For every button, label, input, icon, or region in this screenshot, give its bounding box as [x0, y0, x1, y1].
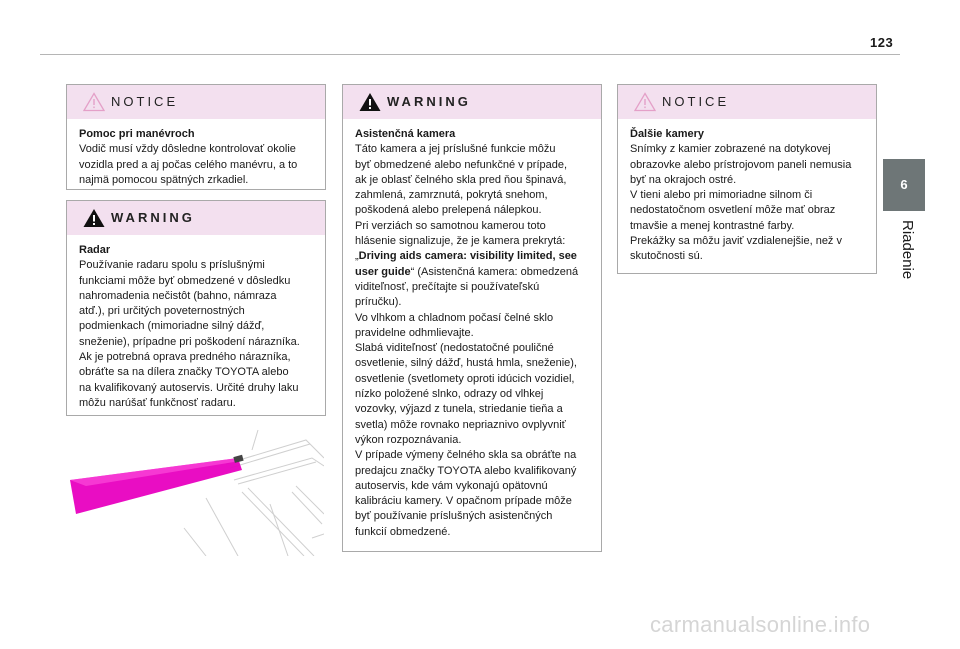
camera-beam [70, 458, 242, 514]
warning-body [67, 235, 325, 419]
text-line: osvetlenie (svetlomety oproti idúcich vozidiel, [355, 372, 575, 385]
notice-header-label: NOTICE [111, 94, 179, 109]
notice-body [67, 119, 325, 196]
text-line: funkciami môže byť obmedzené v dôsledku [79, 274, 291, 287]
text-line: viditeľnosť, prečítajte si používateľskú [355, 280, 540, 293]
text-line: Prekážky sa môžu javiť vzdialenejšie, než v [630, 235, 842, 248]
quote-open: „ [355, 250, 359, 263]
notice-box-maneuvering [66, 84, 326, 190]
text-line [355, 265, 591, 280]
warning-icon [359, 92, 381, 112]
warning-header [67, 201, 325, 235]
text-line: osvetlenie, silný dážď, hustá hmla, sneženie), [355, 357, 577, 370]
warning-header [343, 85, 601, 119]
text-line: môžu narúšať funkčnosť radaru. [79, 396, 236, 409]
warning-title: Radar [79, 244, 111, 256]
text-line: atď.), pri určitých poveternostných [79, 305, 245, 318]
notice-body [618, 119, 876, 273]
warning-title: Asistenčná kamera [355, 128, 456, 140]
text-line [355, 249, 591, 264]
text-line: príručku). [355, 296, 402, 309]
text-line: skutočnosti sú. [630, 250, 703, 263]
text-line: V prípade výmeny čelného skla sa obráťte na [355, 449, 577, 462]
text-line: výkon rozpoznávania. [355, 433, 462, 446]
alert-message-bold: Driving aids camera: visibility limited, see [358, 250, 577, 263]
notice-header [618, 85, 876, 119]
text-line: sneženie), prípadne pri poškodení nárazníka. [79, 335, 300, 348]
warning-header-label: WARNING [111, 210, 195, 225]
text-line: kalibráciu kamery. V opačnom prípade môže [355, 495, 572, 508]
warning-header-label: WARNING [387, 94, 471, 109]
text-line: Vodič musí vždy dôsledne kontrolovať okolie [79, 143, 296, 156]
text-line: pravidelne odhmlievajte. [355, 326, 474, 339]
text-line: nahromadenia nečistôt (bahno, námraza [79, 289, 277, 302]
alert-message-bold: user guide [355, 265, 411, 278]
warning-outline-icon [634, 92, 656, 112]
text-line: poškodená alebo prelepená nálepkou. [355, 204, 542, 217]
notice-title: Ďalšie kamery [630, 128, 704, 140]
text-line: nedostatočnom osvetlení môže mať obraz [630, 204, 836, 217]
text-line: Ak je potrebná oprava predného nárazníka, [79, 351, 291, 364]
text-line: na kvalifikovaný autoservis. Určité druhy laku [79, 381, 299, 394]
text-line: funkcií obmedzené. [355, 525, 451, 538]
text-line: Snímky z kamier zobrazené na dotykovej [630, 143, 831, 156]
top-divider [40, 54, 900, 55]
camera-icon [233, 455, 243, 463]
watermark: carmanualsonline.info [650, 612, 871, 637]
text-line: Táto kamera a jej príslušné funkcie môžu [355, 143, 556, 156]
warning-body [343, 119, 601, 548]
text-line: obrazovke alebo prístrojovom paneli nemusia [630, 158, 852, 171]
page-number: 123 [870, 35, 894, 50]
warning-box-radar [66, 200, 326, 416]
text-line: Pri verziách so samotnou kamerou toto [355, 219, 546, 232]
text-line: byť na okrajoch ostré. [630, 173, 737, 186]
section-title: Riadenie [899, 220, 916, 280]
notice-header [67, 85, 325, 119]
text-line: byť obmedzené alebo nefunkčné v prípade, [355, 158, 568, 171]
text-line: Slabá viditeľnosť (nedostatočné pouličné [355, 342, 554, 355]
text-line: tmavšie a menej kontrastné farby. [630, 219, 795, 232]
text-line: zahmlená, zamrznutá, pokrytá snehom, [355, 189, 548, 202]
text-line: Vo vlhkom a chladnom počasí čelné sklo [355, 311, 554, 324]
text-line: vozovky, výjazd z tunela, striedanie tieňa a [355, 403, 563, 416]
notice-header-label: NOTICE [662, 94, 730, 109]
text-line: svetla) môže rovnako nepriaznivo ovplyvniť [355, 418, 566, 431]
warning-box-camera [342, 84, 602, 552]
alert-message-translation: “ (Asistenčná kamera: obmedzená [410, 265, 579, 278]
text-line: autoservis, kde vám vykonajú opätovnú [355, 479, 548, 492]
warning-icon [83, 208, 105, 228]
warning-outline-icon [83, 92, 105, 112]
text-line: Používanie radaru spolu s príslušnými [79, 259, 265, 272]
notice-box-other-cameras [617, 84, 877, 274]
text-line: podmienkach (mimoriadne silný dážď, [79, 320, 265, 333]
text-line: hlásenie signalizuje, že je kamera prekrytá: [355, 235, 566, 248]
text-line: predajcu značky TOYOTA alebo kvalifikovaný [355, 464, 577, 477]
chapter-tab[interactable]: 6 [883, 159, 925, 211]
text-line: najmä pomocou spätných zrkadiel. [79, 173, 249, 186]
text-line: V tieni alebo pri mimoriadne silnom či [630, 189, 813, 202]
text-line: byť používanie príslušných asistenčných [355, 510, 553, 523]
text-line: obráťte sa na dílera značky TOYOTA alebo [79, 366, 289, 379]
text-line: nízko položené slnko, odrazy od vlhkej [355, 388, 544, 401]
text-line: ak je oblasť čelného skla pred ňou špinavá, [355, 173, 567, 186]
notice-title: Pomoc pri manévroch [79, 128, 195, 140]
windshield-camera-illustration [66, 418, 324, 556]
text-line: vozidla pred a aj počas celého manévru, a to [79, 158, 298, 171]
